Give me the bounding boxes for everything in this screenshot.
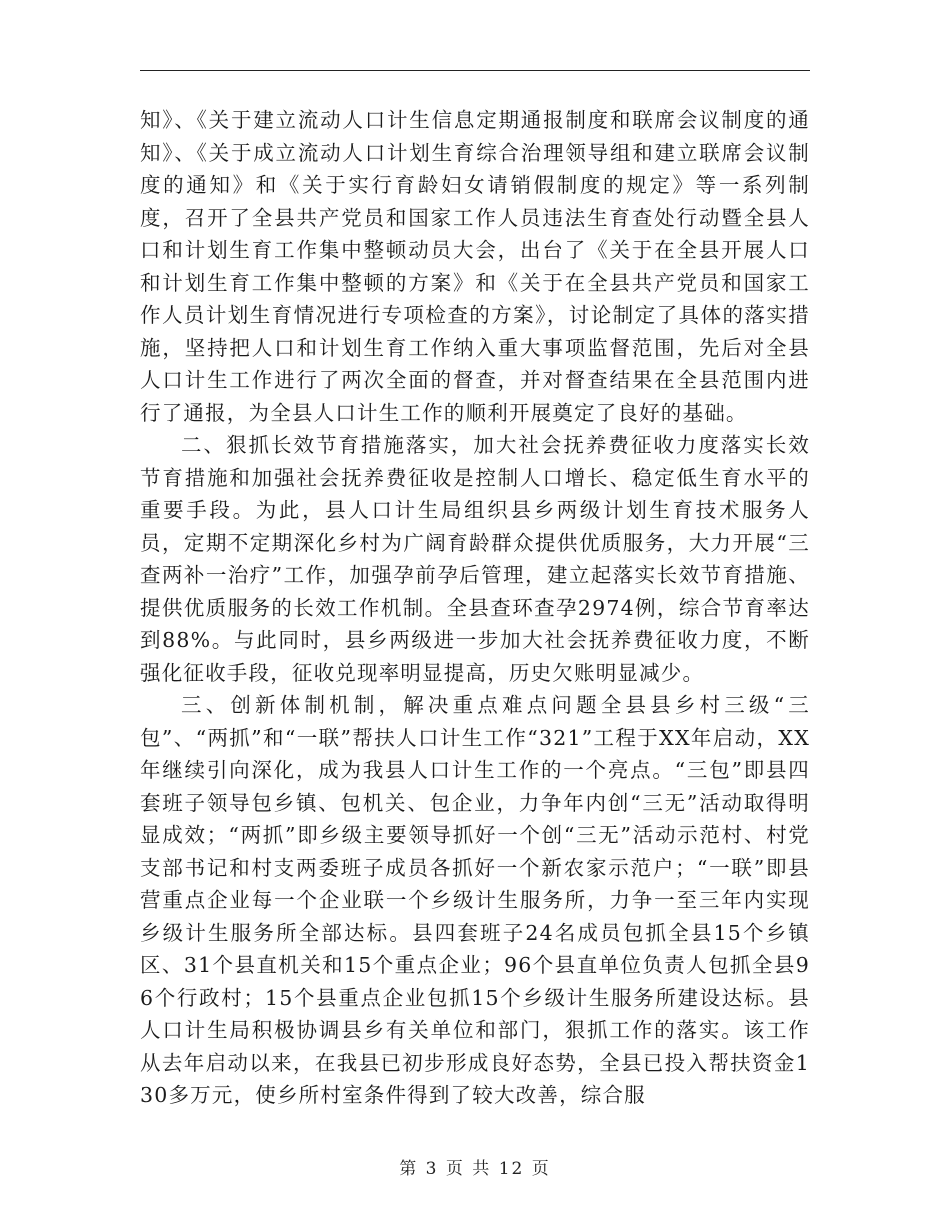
header-rule <box>140 70 810 71</box>
document-body <box>140 104 810 1112</box>
paragraph-section-two: 二、狠抓长效节育措施落实，加大社会抚养费征收力度落实长效节育措施和加强社会抚养费征收是控制人口增长、稳定低生育水平的重要手段。为此，县人口计生局组织县乡两级计划生育技术服务人员，定期不定期深化乡村为广阔育龄群众提供优质服务，大力开展“三查两补一治疗”工作，加强孕前孕后管理，建立起落实长效节育措施、提供优质服务的长效工作机制。全县查环查孕2974例，综合节育率达到88%。与此同时，县乡两级进一步加大社会抚养费征收力度，不断强化征收手段，征收兑现率明显提高，历史欠账明显减少。 <box>140 433 810 685</box>
paragraph-continuation: 知》、《关于建立流动人口计生信息定期通报制度和联席会议制度的通知》、《关于成立流动人口计划生育综合治理领导组和建立联席会议制度的通知》和《关于实行育龄妇女请销假制度的规定》等一系列制度，召开了全县共产党员和国家工作人员违法生育查处行动暨全县人口和计划生育工作集中整顿动员大会，出台了《关于在全县开展人口和计划生育工作集中整顿的方案》和《关于在全县共产党员和国家工作人员计划生育情况进行专项检查的方案》，讨论制定了具体的落实措施，坚持把人口和计划生育工作纳入重大事项监督范围，先后对全县人口计生工作进行了两次全面的督查，并对督查结果在全县范围内进行了通报，为全县人口计生工作的顺利开展奠定了良好的基础。 <box>140 108 810 425</box>
page-number-footer: 第 3 页 共 12 页 <box>399 1159 551 1179</box>
paragraph-section-three: 三、创新体制机制，解决重点难点问题全县县乡村三级“三包”、“两抓”和“一联”帮扶人口计生工作“321”工程于XX年启动，XX年继续引向深化，成为我县人口计生工作的一个亮点。“三包”即县四套班子领导包乡镇、包机关、包企业，力争年内创“三无”活动取得明显成效；“两抓”即乡级主要领导抓好一个创“三无”活动示范村、村党支部书记和村支两委班子成员各抓好一个新农家示范户；“一联”即县营重点企业每一个企业联一个乡级计生服务所，力争一至三年内实现乡级计生服务所全部达标。县四套班子24名成员包抓全县15个乡镇区、31个县直机关和15个重点企业；96个县直单位负责人包抓全县96个行政村；15个县重点企业包抓15个乡级计生服务所建设达标。县人口计生局积极协调县乡有关单位和部门，狠抓工作的落实。该工作从去年启动以来，在我县已初步形成良好态势，全县已投入帮扶资金130多万元，使乡所村室条件得到了较大改善，综合服 <box>140 693 810 1107</box>
